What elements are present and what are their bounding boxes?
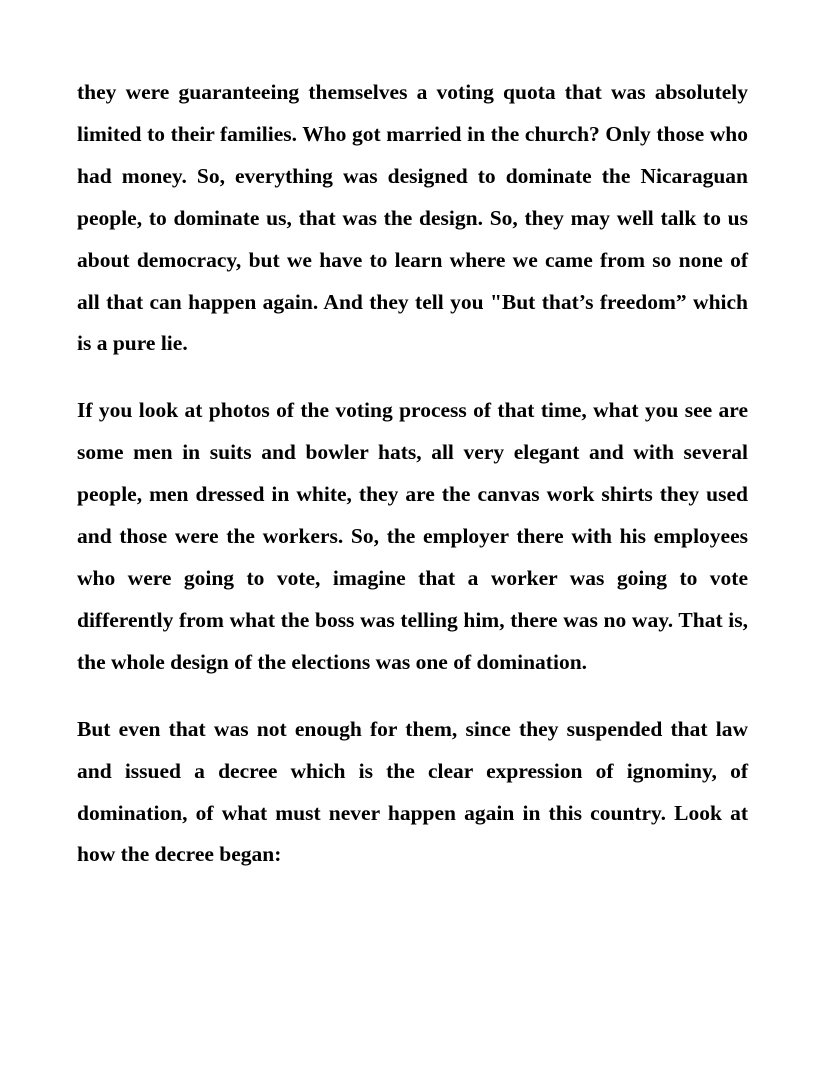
paragraph-1: they were guaranteeing themselves a voting quota that was absolutely limited to their families. Who got married in the church? Only those who had money. So, everything was designed to dominate the Nicaraguan people, to dominate us, that was the design. So, they may well talk to us about democracy, but we have to learn where we came from so none of all that can happen again. And they tell you "But that’s freedom” which is a pure lie. — [77, 80, 748, 356]
paragraph-3: But even that was not enough for them, since they suspended that law and issued a decree which is the clear expression of ignominy, of domination, of what must never happen again in this country. Look at how the decree began: — [77, 716, 748, 867]
paragraph-2: If you look at photos of the voting process of that time, what you see are some men in suits and bowler hats, all very elegant and with several people, men dressed in white, they are the canvas work shirts they used and those were the workers. So, the employer there with his employees who were going to vote, imagine that a worker was going to vote differently from what the boss was telling him, there was no way. That is, the whole design of the elections was one of domination. — [77, 398, 748, 674]
document-body — [77, 72, 748, 901]
